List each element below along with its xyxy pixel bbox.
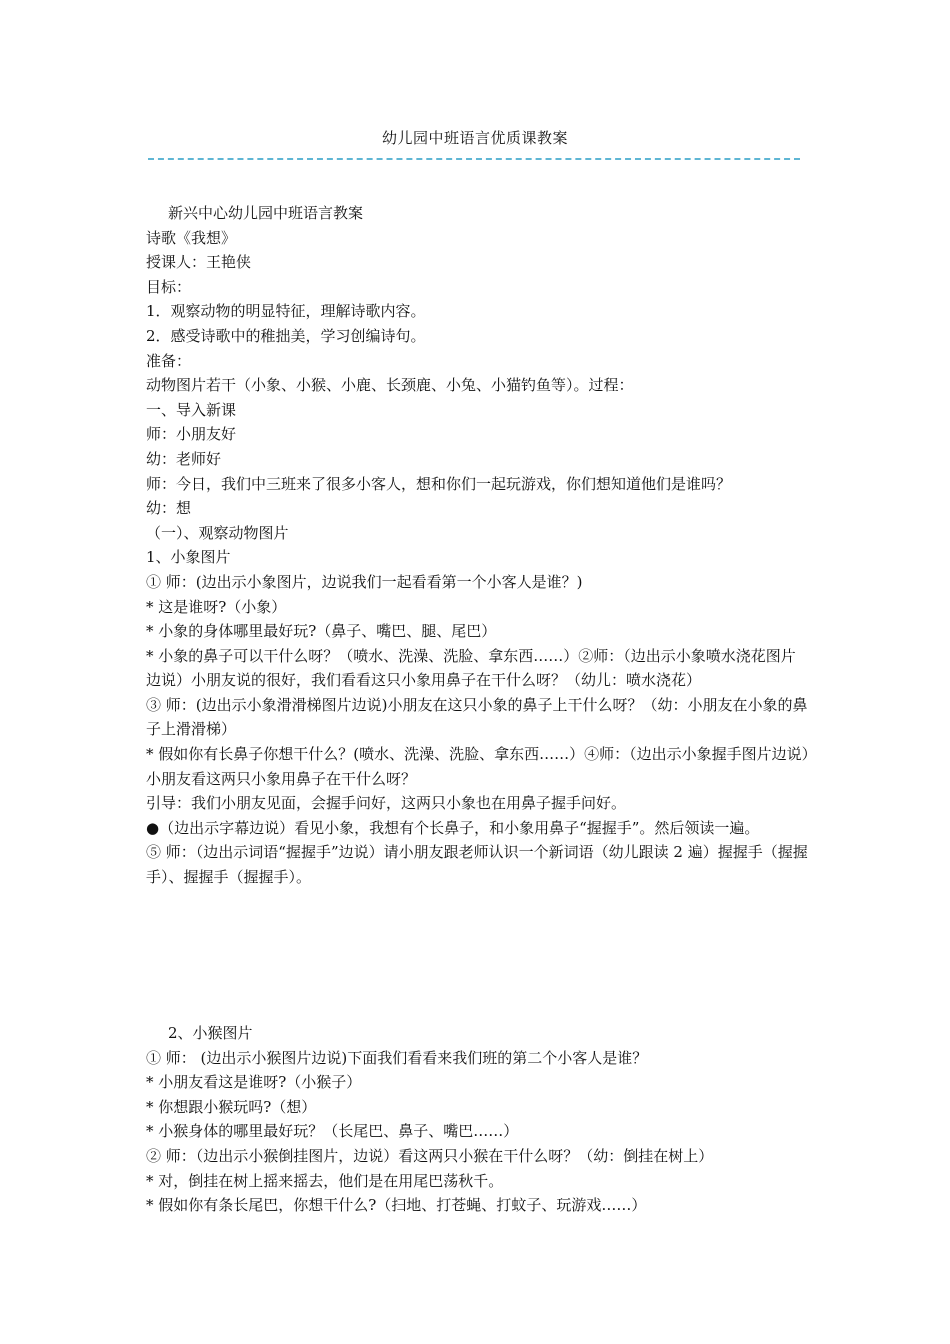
paragraph: ●（边出示字幕边说）看见小象，我想有个长鼻子，和小象用鼻子“握握手”。然后领读一遍。 xyxy=(146,818,760,837)
paragraph: ③ 师：(边出示小象滑滑梯图片边说)小朋友在这只小象的鼻子上干什么呀？（幼：小朋友在小象的鼻子上滑滑梯） xyxy=(146,695,808,739)
paragraph: ② 师：（边出示小猴倒挂图片，边说）看这两只小猴在干什么呀？（幼：倒挂在树上） xyxy=(146,1146,714,1165)
school-heading: 新兴中心幼儿园中班语言教案 xyxy=(168,204,364,222)
header-divider xyxy=(148,158,800,160)
paragraph: ① 师：(边出示小象图片，边说我们一起看看第一个小客人是谁？) xyxy=(146,572,583,591)
subsection-heading: （一）、观察动物图片 xyxy=(146,523,289,542)
paragraph: * 小朋友看这是谁呀?（小猴子） xyxy=(146,1073,362,1092)
paragraph: ① 师： (边出示小猴图片边说)下面我们看看来我们班的第二个小客人是谁？ xyxy=(146,1048,648,1067)
step-heading-intro: 一、导入新课 xyxy=(146,400,237,419)
dialogue-line: 师：今日，我们中三班来了很多小客人，想和你们一起玩游戏，你们想知道他们是谁吗？ xyxy=(146,474,732,493)
dialogue-line: 师：小朋友好 xyxy=(146,425,237,444)
paragraph: * 小象的身体哪里最好玩?（鼻子、嘴巴、腿、尾巴） xyxy=(146,622,497,641)
paragraph: * 小象的鼻子可以干什么呀？（喷水、洗澡、洗脸、拿东西……）②师：（边出示小象喷水浇花图片边说）小朋友说的很好，我们看看这只小象用鼻子在干什么呀？（幼儿：喷水浇花） xyxy=(146,646,796,690)
paragraph: * 对，倒挂在树上摇来摇去，他们是在用尾巴荡秋千。 xyxy=(146,1171,504,1190)
paragraph: * 假如你有长鼻子你想干什么？(喷水、洗澡、洗脸、拿东西……）④师：（边出示小象握手图片边说）小朋友看这两只小象用鼻子在干什么呀？ xyxy=(146,745,810,788)
goals-label: 目标： xyxy=(146,277,192,296)
paragraph: * 这是谁呀?（小象） xyxy=(146,597,287,616)
elephant-heading: 1、小象图片 xyxy=(146,548,231,567)
dialogue-line: 幼：想 xyxy=(146,499,192,518)
teacher-line: 授课人：王艳侠 xyxy=(146,253,252,272)
document-title: 幼儿园中班语言优质课教案 xyxy=(381,129,568,147)
lesson-plan-section-1 xyxy=(146,201,810,890)
goal-item-1: 1．观察动物的明显特征，理解诗歌内容。 xyxy=(146,302,426,321)
paragraph: * 小猴身体的哪里最好玩？（长尾巴、鼻子、嘴巴……） xyxy=(146,1122,519,1141)
paragraph: 引导：我们小朋友见面，会握手问好，这两只小象也在用鼻子握手问好。 xyxy=(146,794,627,813)
preparation-text: 动物图片若干（小象、小猴、小鹿、长颈鹿、小兔、小猫钓鱼等）。过程： xyxy=(146,376,634,395)
monkey-heading: 2、小猴图片 xyxy=(168,1024,253,1042)
paragraph: ⑤ 师：（边出示词语“握握手”边说）请小朋友跟老师认识一个新词语（幼儿跟读 2 遍）握握手（握握手）、握握手（握握手）。 xyxy=(146,843,808,887)
goal-item-2: 2．感受诗歌中的稚拙美，学习创编诗句。 xyxy=(146,326,426,345)
paragraph: * 你想跟小猴玩吗?（想） xyxy=(146,1097,317,1116)
preparation-label: 准备： xyxy=(146,351,192,370)
poem-title: 诗歌《我想》 xyxy=(146,228,237,247)
paragraph: * 假如你有条长尾巴，你想干什么?（扫地、打苍蝇、打蚊子、玩游戏……） xyxy=(146,1196,647,1215)
dialogue-line: 幼：老师好 xyxy=(146,449,222,468)
lesson-plan-section-2 xyxy=(146,1021,810,1218)
